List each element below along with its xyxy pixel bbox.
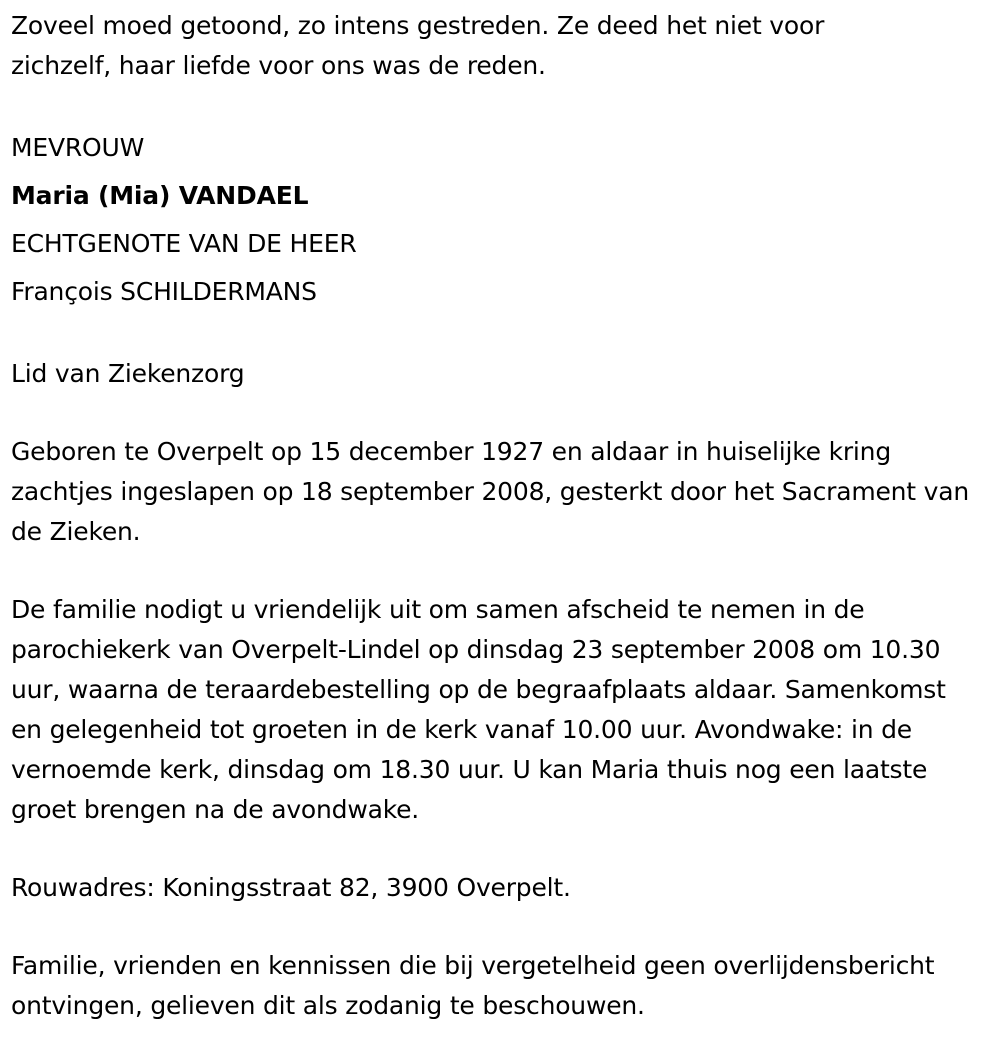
deceased-name: Maria (Mia) VANDAEL [11, 181, 309, 210]
birth-death-info: Geboren te Overpelt op 15 december 1927 en aldaar in huiselijke kring zachtjes ingeslapen op 18 september 2008, gesterkt door het Sacrament van de Zieken. [11, 437, 970, 546]
opening-verse: Zoveel moed getoond, zo intens gestreden. Ze deed het niet voor zichzelf, haar liefde voor ons was de reden. [11, 11, 825, 80]
spouse-prefix: ECHTGENOTE VAN DE HEER [11, 229, 357, 258]
funeral-info: De familie nodigt u vriendelijk uit om samen afscheid te nemen in de parochiekerk van Overpelt-Lindel op dinsdag 23 september 2008 om 10.30 uur, waarna de teraardebestelling op de begraafplaats aldaar. Samenkomst en gelegenheid tot groeten in de kerk vanaf 10.00 uur. Avondwake: in de vernoemde kerk, dinsdag om 18.30 uur. U kan Maria thuis nog een laatste groet brengen na de avondwake. [11, 595, 946, 824]
deceased-title-block [11, 124, 1000, 316]
salutation: MEVROUW [11, 133, 145, 162]
membership: Lid van Ziekenzorg [11, 359, 245, 388]
spouse-name: François SCHILDERMANS [11, 277, 317, 306]
closing-note: Familie, vrienden en kennissen die bij vergetelheid geen overlijdensbericht ontvingen, gelieven dit als zodanig te beschouwen. [11, 951, 935, 1020]
mourning-address: Rouwadres: Koningsstraat 82, 3900 Overpelt. [11, 873, 571, 902]
